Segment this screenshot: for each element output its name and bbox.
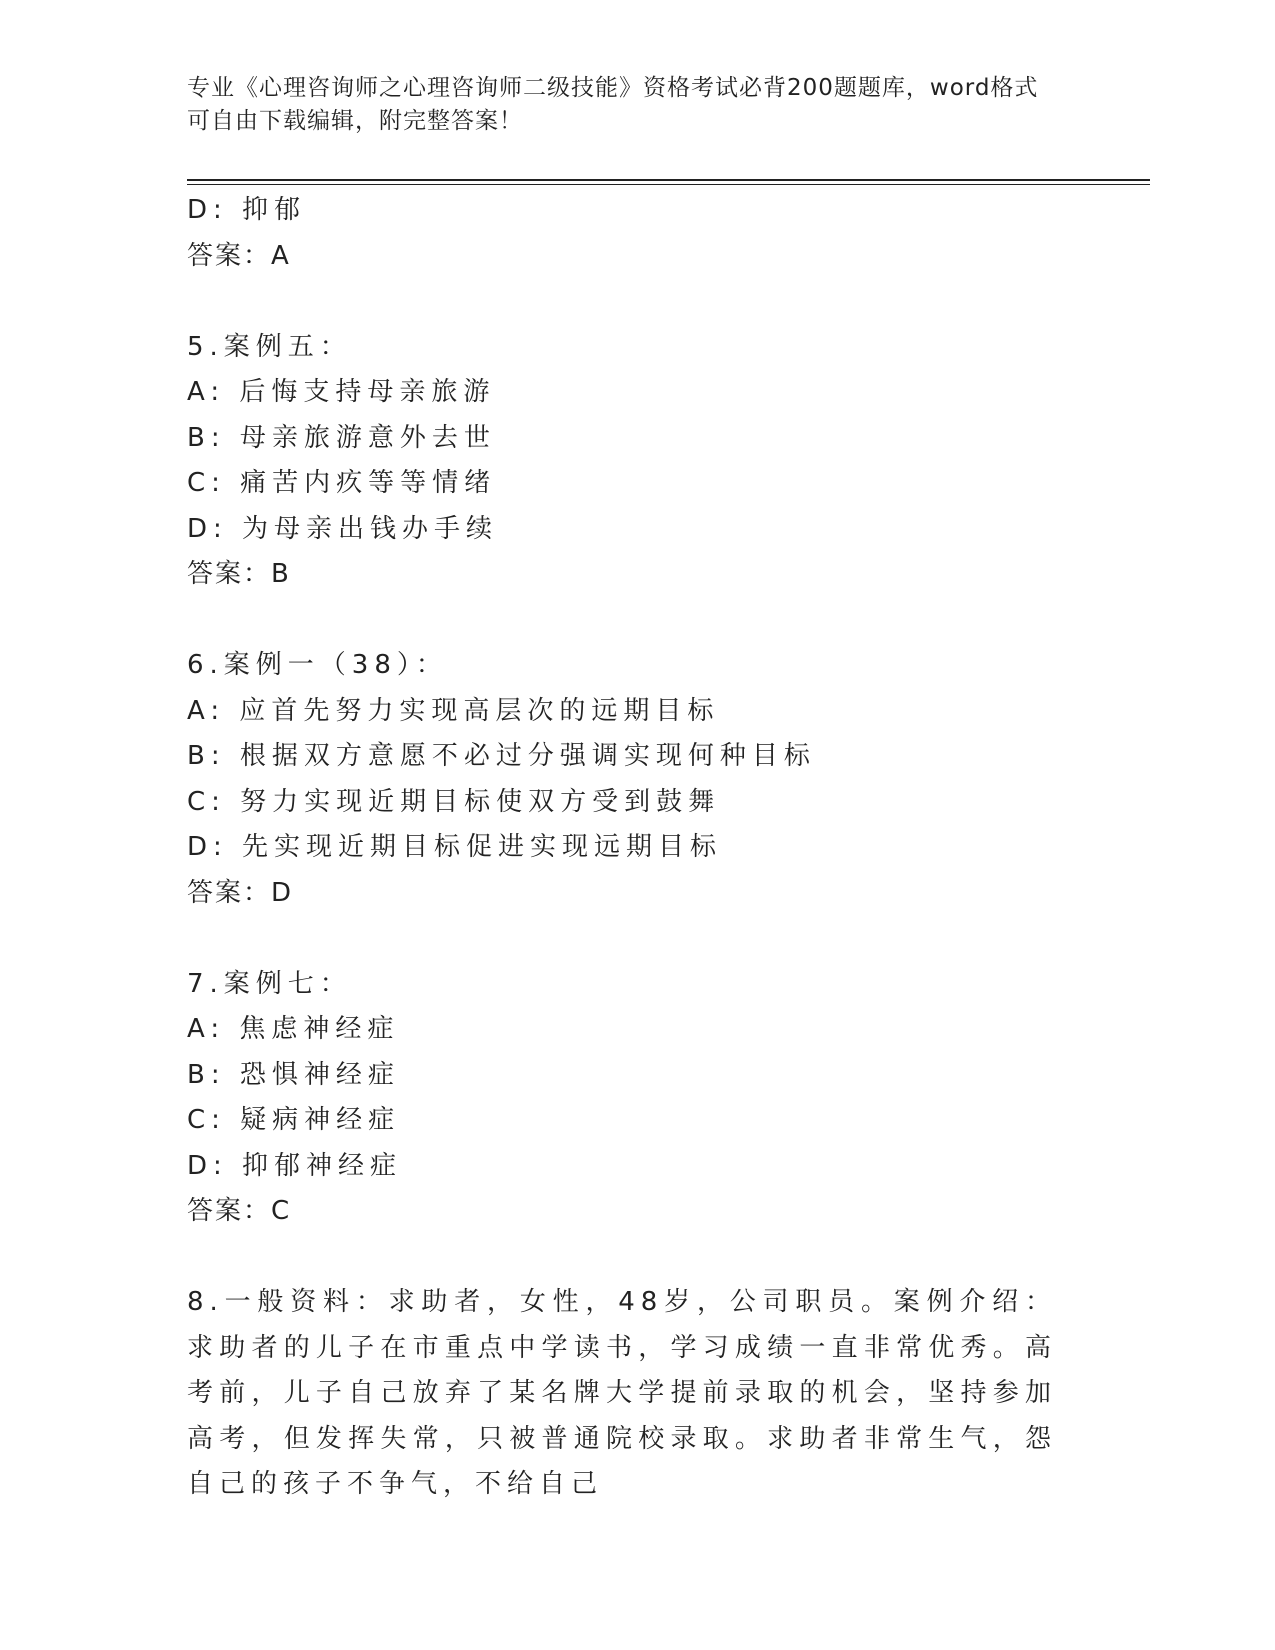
question-8 bbox=[187, 1280, 1087, 1508]
option-a: A: 应首先努力实现高层次的远期目标 bbox=[187, 695, 720, 726]
question-list bbox=[187, 188, 1087, 1508]
document-header bbox=[187, 72, 1087, 138]
answer-value: A bbox=[271, 240, 289, 271]
answer-line bbox=[187, 871, 1087, 917]
answer-label: 答案： bbox=[187, 1196, 272, 1226]
question-title: 7.案例七： bbox=[187, 968, 352, 999]
option-a: A: 焦虑神经症 bbox=[187, 1014, 400, 1044]
question-6 bbox=[187, 643, 1087, 916]
answer-line bbox=[187, 234, 1087, 280]
option-d: D: 先实现近期目标促进实现远期目标 bbox=[187, 832, 723, 862]
option-c: C: 痛苦内疚等等情绪 bbox=[187, 468, 497, 498]
option-d: D: 为母亲出钱办手续 bbox=[187, 513, 499, 544]
option-a: A: 后悔支持母亲旅游 bbox=[187, 377, 496, 407]
answer-label: 答案： bbox=[187, 877, 272, 908]
question-4-remainder bbox=[187, 188, 1087, 279]
header-line-1: 专业《心理咨询师之心理咨询师二级技能》资格考试必背200题题库，word格式 bbox=[187, 75, 1039, 101]
answer-value: B bbox=[271, 559, 289, 589]
answer-line bbox=[187, 552, 1087, 598]
answer-label: 答案： bbox=[187, 240, 272, 271]
header-rule-thick bbox=[187, 179, 1150, 181]
header-line-2: 可自由下载编辑，附完整答案！ bbox=[187, 108, 523, 134]
question-text: 8.一般资料：求助者，女性，48岁，公司职员。案例介绍：求助者的儿子在市重点中学读书，学习成绩一直非常优秀。高考前，儿子自己放弃了某名牌大学提前录取的机会，坚持参加高考，但发挥失常，只被普通院校录取。求助者非常生气，怨自己的孩子不争气，不给自己 bbox=[187, 1287, 1057, 1499]
option-b: B: 根据双方意愿不必过分强调实现何种目标 bbox=[187, 741, 816, 771]
option-c: C: 疑病神经症 bbox=[187, 1105, 401, 1135]
option-d: D: 抑郁 bbox=[187, 195, 307, 225]
option-b: B: 母亲旅游意外去世 bbox=[187, 422, 496, 453]
question-title: 6.案例一（38）： bbox=[187, 650, 448, 680]
question-5 bbox=[187, 325, 1087, 598]
answer-value: D bbox=[271, 877, 292, 908]
option-d: D: 抑郁神经症 bbox=[187, 1150, 403, 1181]
question-title: 5.案例五： bbox=[187, 331, 352, 362]
answer-value: C bbox=[271, 1196, 290, 1226]
question-7 bbox=[187, 962, 1087, 1235]
header-rule-thin bbox=[187, 184, 1150, 185]
answer-label: 答案： bbox=[187, 559, 272, 589]
option-c: C: 努力实现近期目标使双方受到鼓舞 bbox=[187, 786, 721, 817]
answer-line bbox=[187, 1189, 1087, 1235]
option-b: B: 恐惧神经症 bbox=[187, 1059, 400, 1090]
